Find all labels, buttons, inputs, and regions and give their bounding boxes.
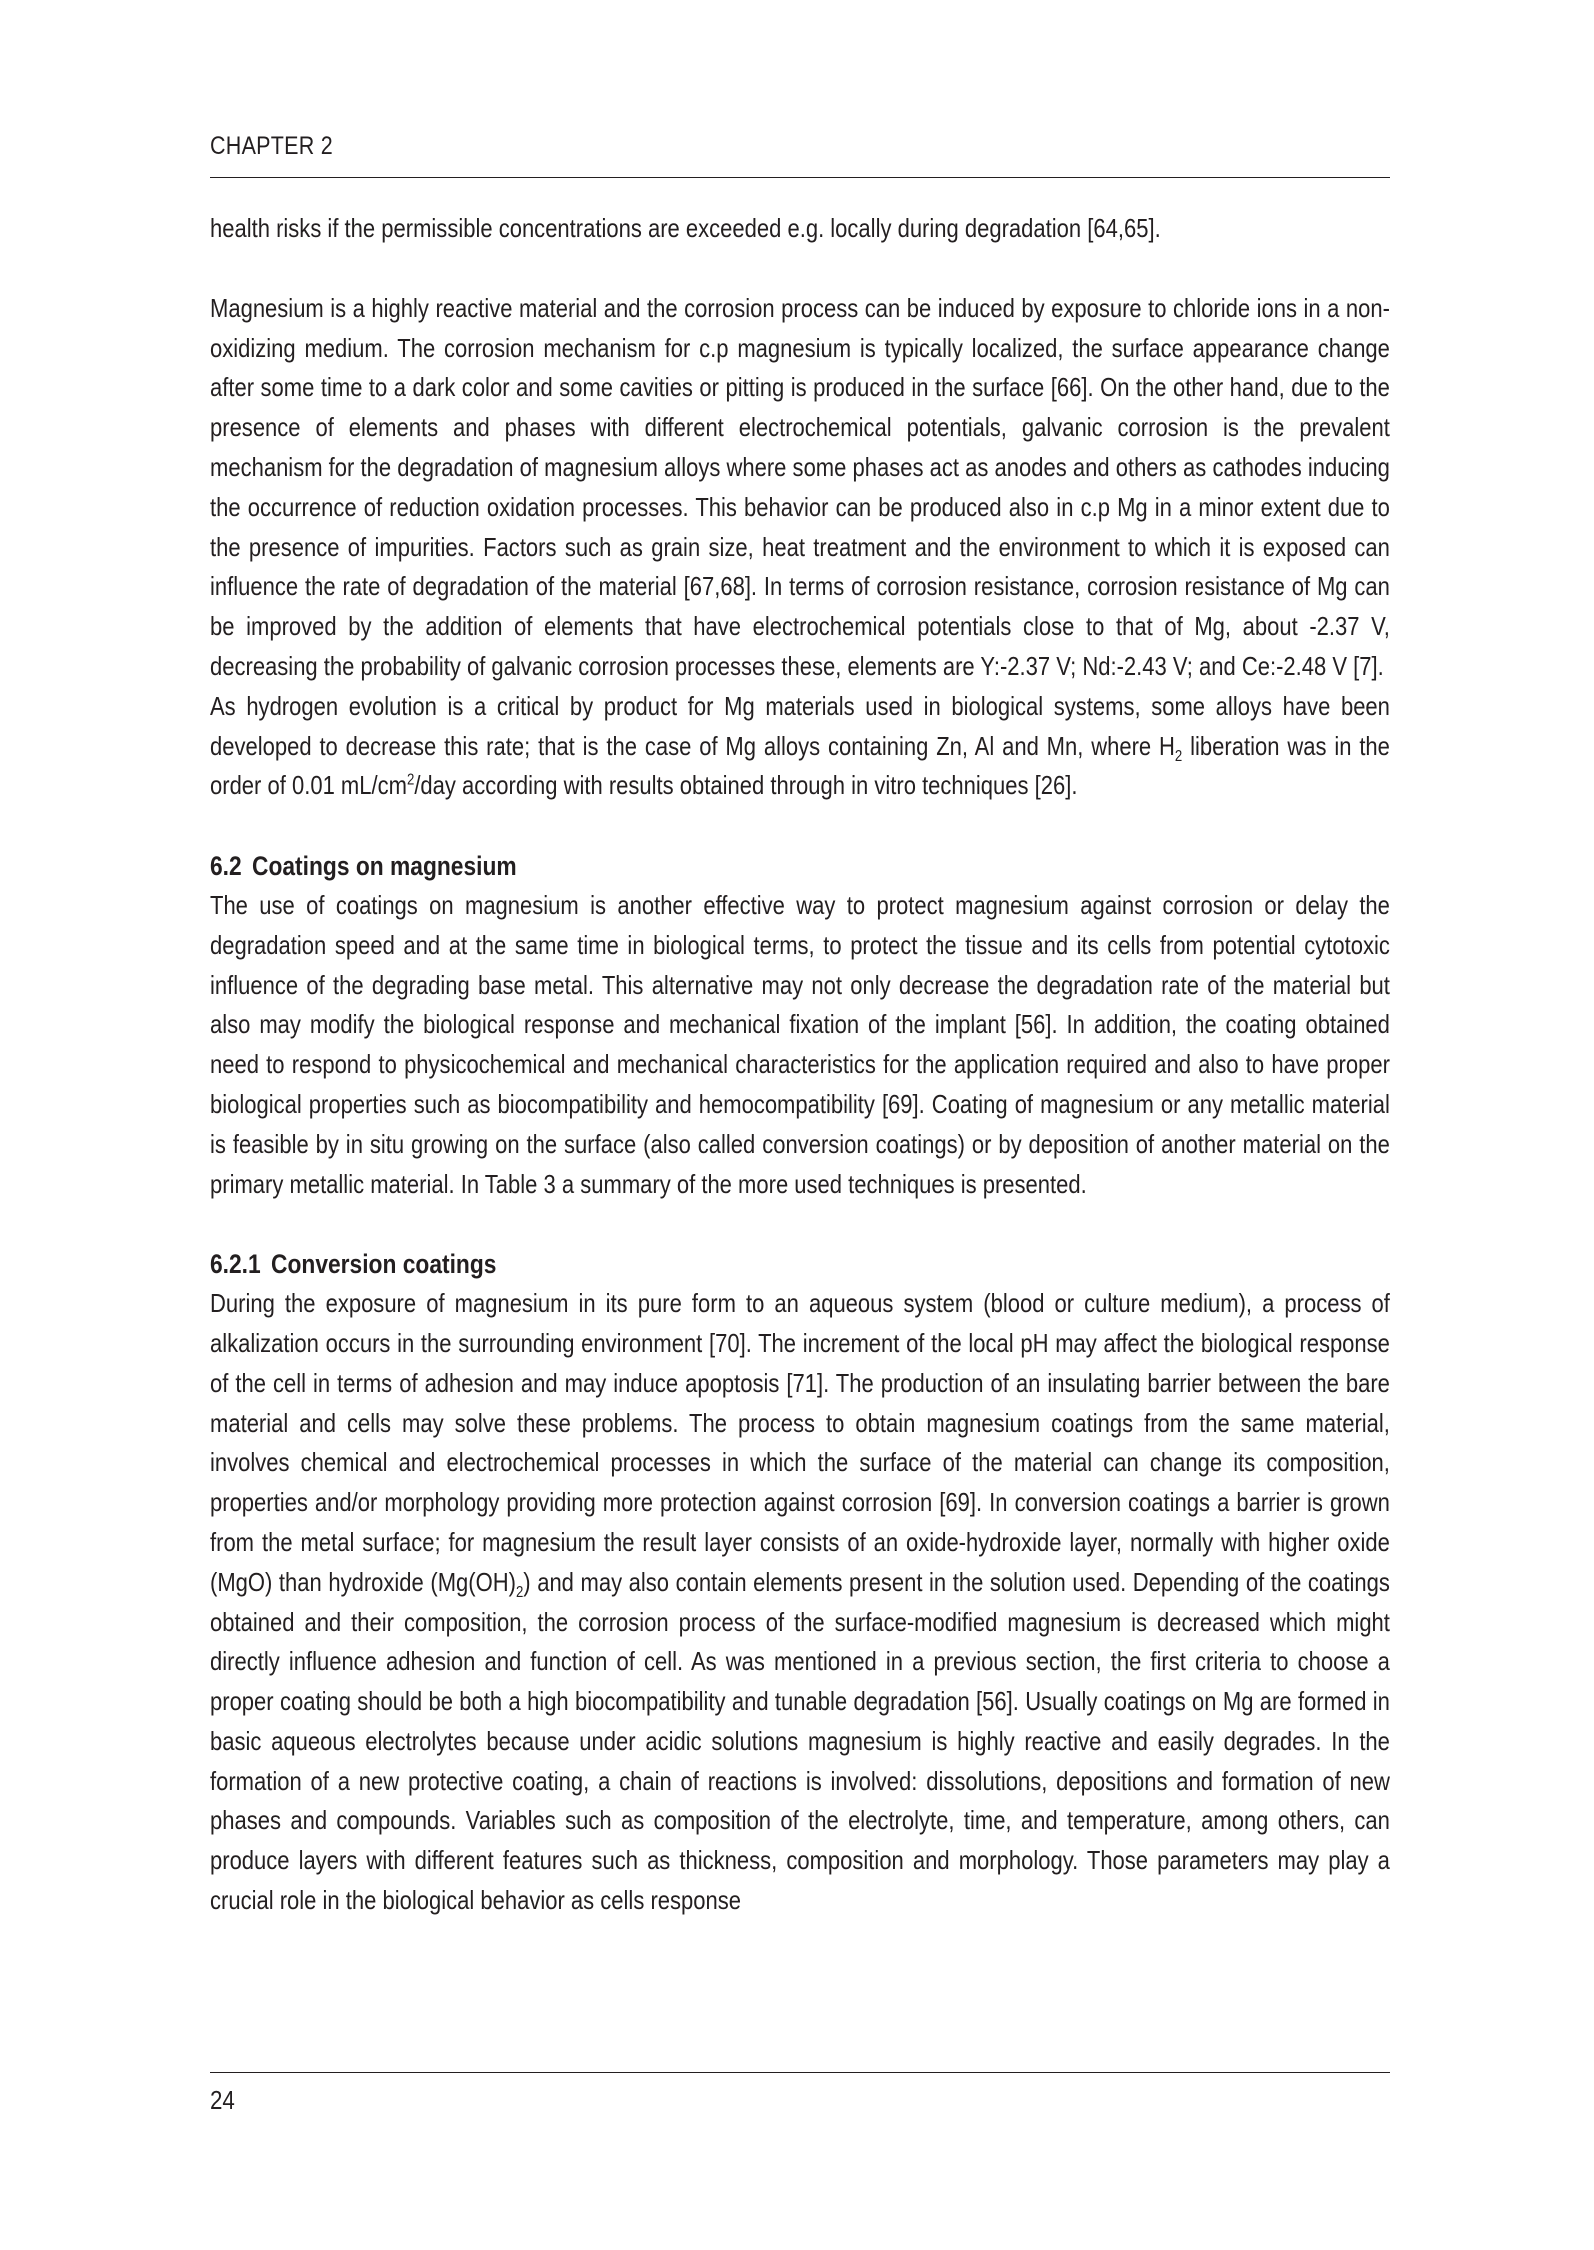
paragraph-continuation: health risks if the permissible concentrations are exceeded e.g. locally during degradation [64,65]. (210, 215, 1161, 243)
section-title: Coatings on magnesium (252, 851, 517, 882)
paragraph-corrosion: Magnesium is a highly reactive material and the corrosion process can be induced by exposure to chloride ions in a non-oxidizing medium. The corrosion mechanism for c.p magnesium is typically localized, the surface appearance change after some time to a dark color and some cavities or pitting is produced in the surface [66]. On the other hand, due to the presence of elements and phases with different electrochemical potentials, galvanic corrosion is the prevalent mechanism for the degradation of magnesium alloys where some phases act as anodes and others as cathodes inducing the occurrence of reduction oxidation processes. This behavior can be produced also in c.p Mg in a minor extent due to the presence of impurities. Factors such as grain size, heat treatment and the environment to which it is exposed can influence the rate of degradation of the material [67,68]. In terms of corrosion resistance, corrosion resistance of Mg can be improved by the addition of elements that have electrochemical potentials close to that of Mg, about -2.37 V, decreasing the probability of galvanic corrosion processes these, elements are Y:-2.37 V; Nd:-2.43 V; and Ce:-2.48 V [7]. (210, 294, 1390, 681)
section-heading-coatings (210, 847, 1390, 887)
cm2-superscript: 2 (406, 771, 415, 789)
running-head-chapter: CHAPTER 2 (210, 132, 333, 160)
subsection-heading-conversion (210, 1245, 1390, 1285)
conversion-text-2: ) and may also contain elements present in the solution used. Depending of the coatings obtained and their composition, the corrosion process of the surface-modified magnesium is decreased which might directly influence adhesion and function of cell. As was mentioned in a previous section, the first criteria to choose a proper coating should be both a high biocompatibility and tunable degradation [56]. Usually coatings on Mg are formed in basic aqueous electrolytes because under acidic solutions magnesium is highly reactive and easily degrades. In the formation of a new protective coating, a chain of reactions is involved: dissolutions, depositions and formation of new phases and compounds. Variables such as composition of the electrolyte, time, and temperature, among others, can produce layers with different features such as thickness, composition and morphology. Those parameters may play a crucial role in the biological behavior as cells response (210, 1568, 1390, 1916)
page-body (210, 210, 1390, 1922)
mgoh2-subscript: 2 (515, 1583, 524, 1601)
paragraph-conversion (210, 1285, 1390, 1922)
header-rule (210, 177, 1390, 178)
paragraph-hydrogen (210, 688, 1390, 807)
h2-subscript: 2 (1174, 747, 1183, 765)
hydrogen-text-2: liberation was in the order of 0.01 mL/cm (210, 732, 1390, 801)
section-number: 6.2 (210, 851, 242, 882)
page-number: 24 (210, 2085, 235, 2115)
paragraph-coatings: The use of coatings on magnesium is another effective way to protect magnesium against corrosion or delay the degradation speed and at the same time in biological terms, to protect the tissue and its cells from potential cytotoxic influence of the degrading base metal. This alternative may not only decrease the degradation rate of the material but also may modify the biological response and mechanical fixation of the implant [56]. In addition, the coating obtained need to respond to physicochemical and mechanical characteristics for the application required and also to have proper biological properties such as biocompatibility and hemocompatibility [69]. Coating of magnesium or any metallic material is feasible by in situ growing on the surface (also called conversion coatings) or by deposition of another material on the primary metallic material. In Table 3 a summary of the more used techniques is presented. (210, 891, 1390, 1199)
conversion-text-1: During the exposure of magnesium in its pure form to an aqueous system (blood or culture medium), a process of alkalization occurs in the surrounding environment [70]. The increment of the local pH may affect the biological response of the cell in terms of adhesion and may induce apoptosis [71]. The production of an insulating barrier between the bare material and cells may solve these problems. The process to obtain magnesium coatings from the same material, involves chemical and electrochemical processes in which the surface of the material can change its composition, properties and/or morphology providing more protection against corrosion [69]. In conversion coatings a barrier is grown from the metal surface; for magnesium the result layer consists of an oxide-hydroxide layer, normally with higher oxide (MgO) than hydroxide (Mg(OH) (210, 1290, 1390, 1597)
subsection-title: Conversion coatings (271, 1249, 497, 1280)
hydrogen-text-1: As hydrogen evolution is a critical by product for Mg materials used in biological systems, some alloys have been developed to decrease this rate; that is the case of Mg alloys containing Zn, Al and Mn, where H (210, 692, 1390, 761)
footer-rule (210, 2072, 1390, 2073)
hydrogen-text-3: /day according with results obtained through in vitro techniques [26]. (414, 772, 1078, 801)
subsection-number: 6.2.1 (210, 1249, 261, 1280)
